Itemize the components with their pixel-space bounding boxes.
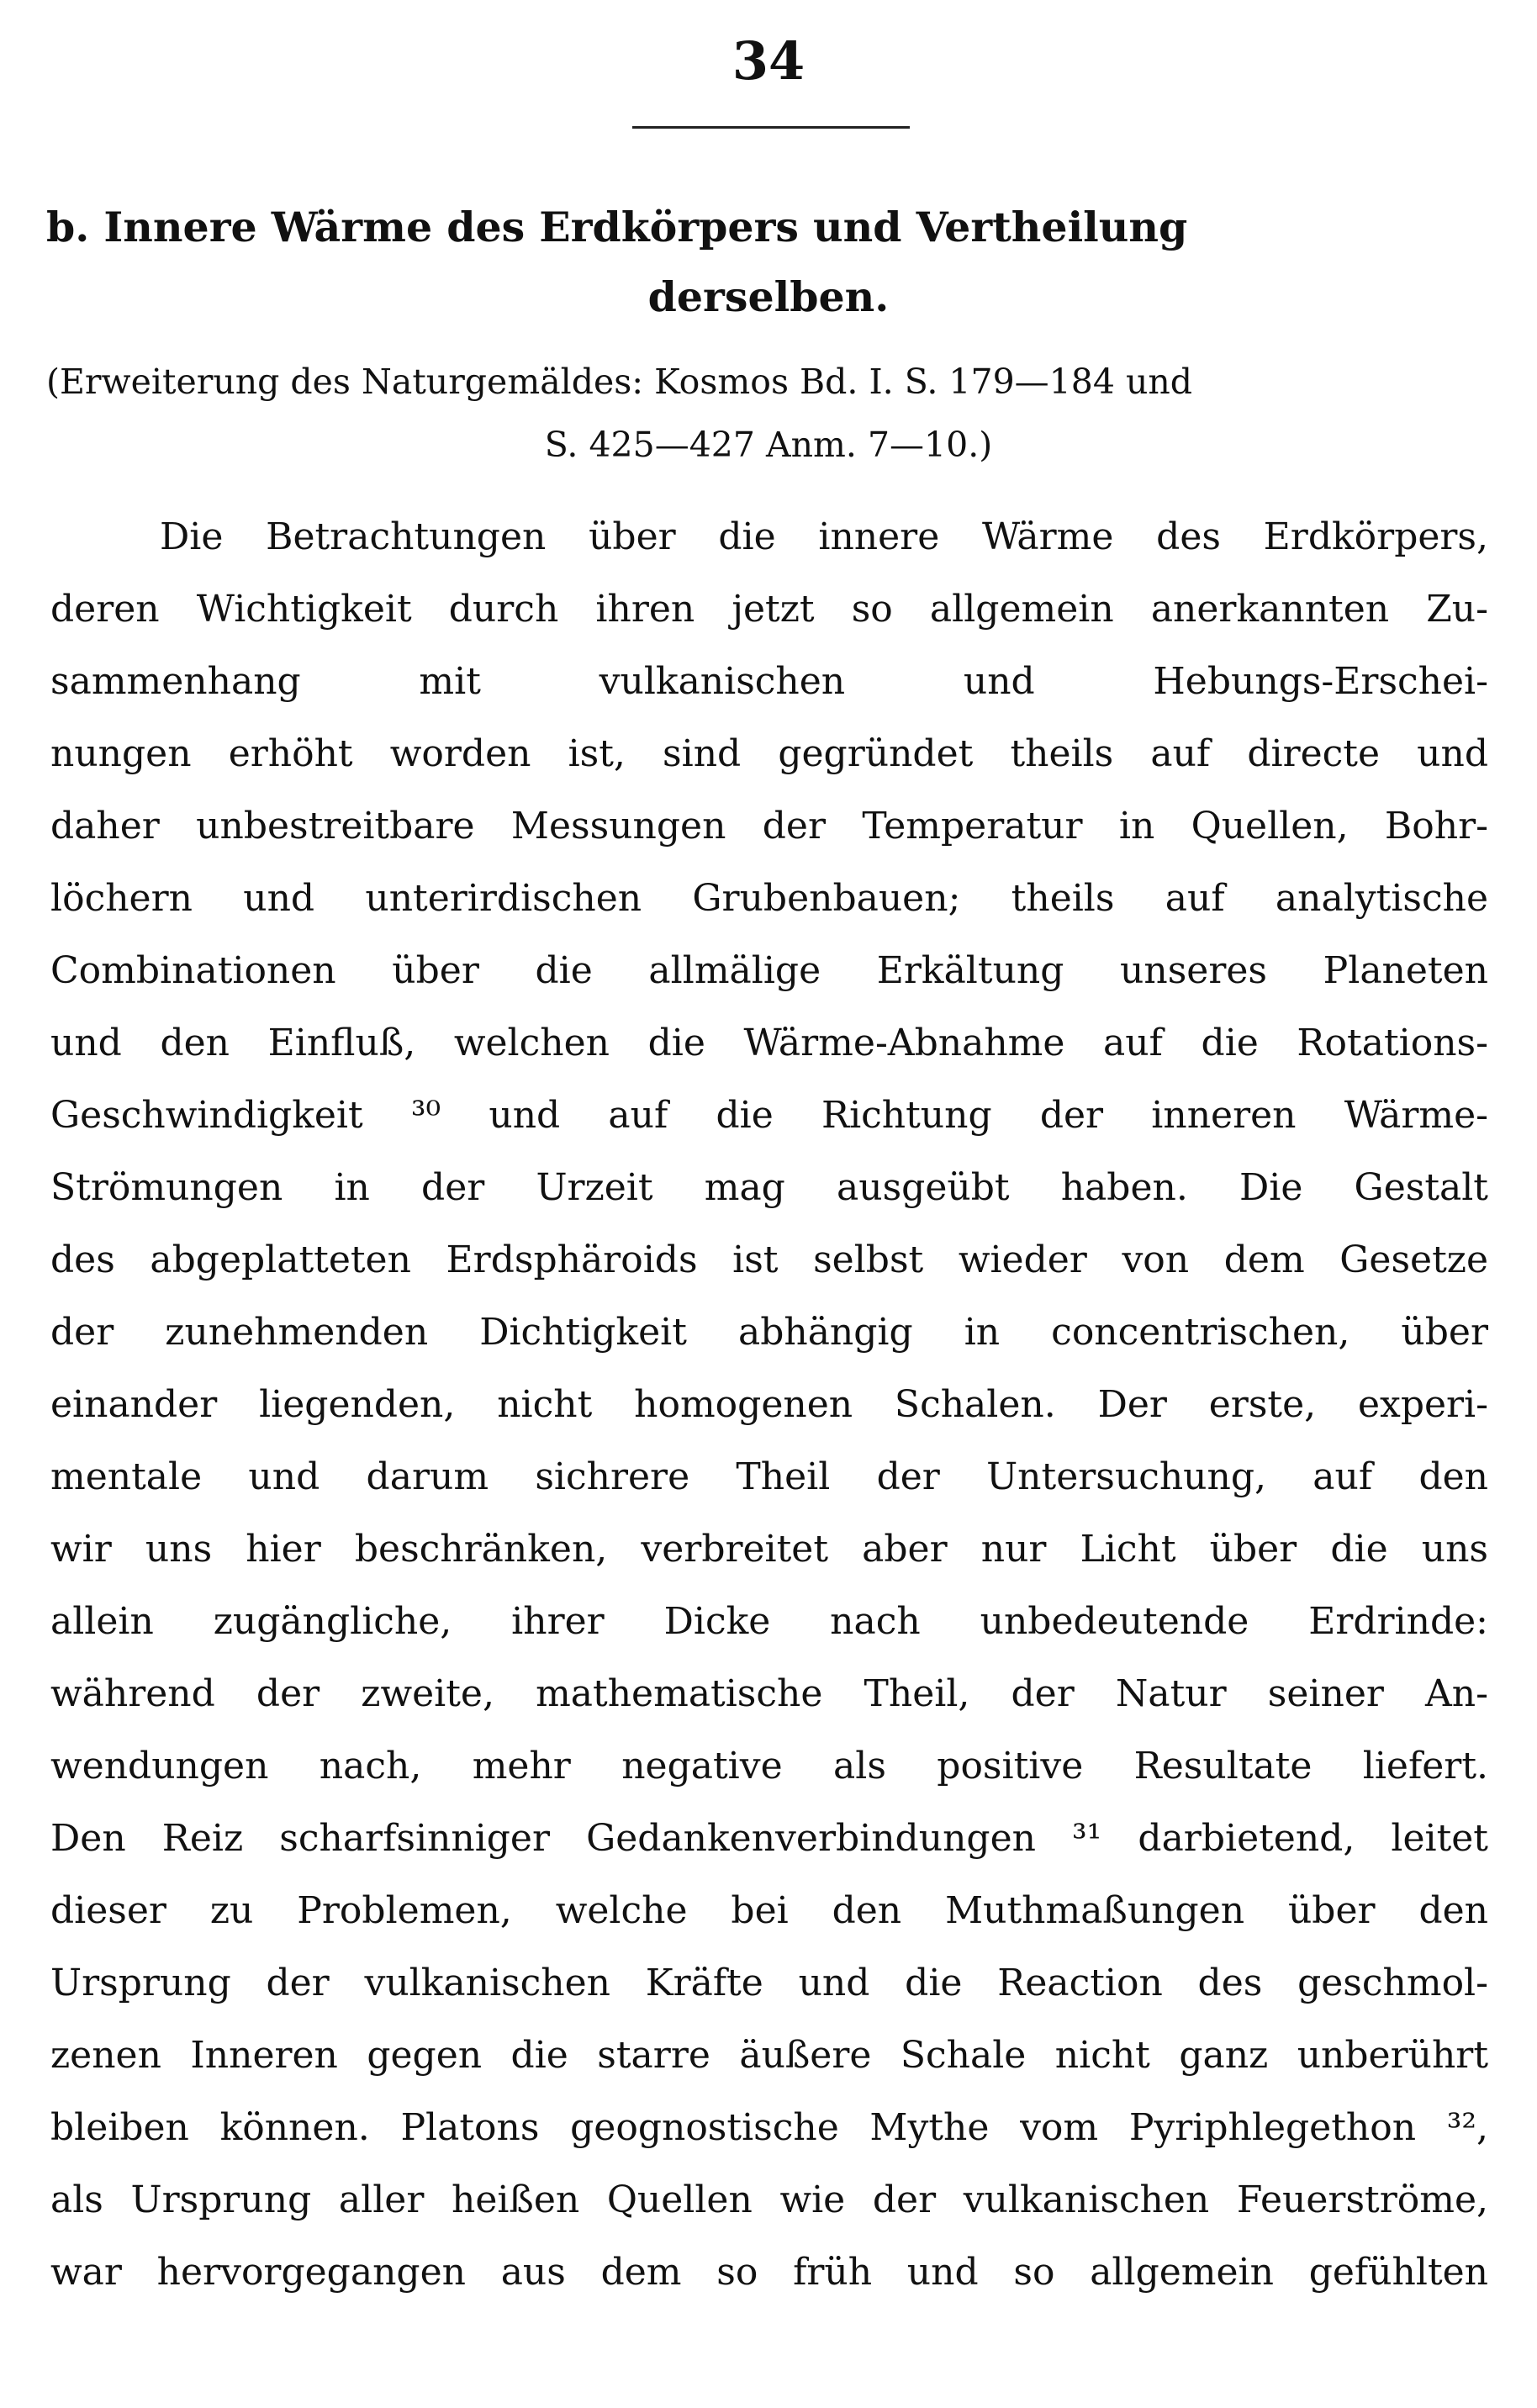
- body-line: wir uns hier beschränken, verbreitet aber nur Licht über die uns: [50, 1528, 1488, 1571]
- body-line: dieser zu Problemen, welche bei den Muthmaßungen über den: [50, 1889, 1488, 1932]
- body-line: einander liegenden, nicht homogenen Schalen. Der erste, experi-: [50, 1383, 1488, 1426]
- body-line: Combinationen über die allmälige Erkältung unseres Planeten: [50, 949, 1488, 992]
- body-line: Geschwindigkeit ³⁰ und auf die Richtung der inneren Wärme-: [50, 1094, 1488, 1137]
- page-number: 34: [732, 30, 805, 92]
- body-line: bleiben können. Platons geognostische Mythe vom Pyriphlegethon ³²,: [50, 2106, 1488, 2149]
- body-line: und den Einfluß, welchen die Wärme-Abnahme auf die Rotations-: [50, 1022, 1488, 1064]
- body-line: daher unbestreitbare Messungen der Temperatur in Quellen, Bohr-: [50, 805, 1488, 848]
- body-line: während der zweite, mathematische Theil, der Natur seiner An-: [50, 1672, 1488, 1715]
- body-line: Strömungen in der Urzeit mag ausgeübt haben. Die Gestalt: [50, 1166, 1488, 1209]
- section-heading-line-2: derselben.: [647, 272, 890, 321]
- body-line: als Ursprung aller heißen Quellen wie der vulkanischen Feuerströme,: [50, 2178, 1488, 2221]
- body-line: des abgeplatteten Erdsphäroids ist selbst wieder von dem Gesetze: [50, 1238, 1488, 1281]
- body-line: deren Wichtigkeit durch ihren jetzt so allgemein anerkannten Zu-: [50, 588, 1488, 631]
- body-line: nungen erhöht worden ist, sind gegründet theils auf directe und: [50, 732, 1488, 775]
- body-line: Die Betrachtungen über die innere Wärme des Erdkörpers,: [160, 515, 1488, 558]
- body-line: der zunehmenden Dichtigkeit abhängig in concentrischen, über: [50, 1311, 1488, 1354]
- body-line: mentale und darum sichrere Theil der Untersuchung, auf den: [50, 1455, 1488, 1498]
- header-rule: [632, 126, 910, 129]
- body-line: wendungen nach, mehr negative als positive Resultate liefert.: [50, 1745, 1488, 1788]
- body-line: Ursprung der vulkanischen Kräfte und die Reaction des geschmol-: [50, 1962, 1488, 2004]
- body-line: allein zugängliche, ihrer Dicke nach unbedeutende Erdrinde:: [50, 1600, 1488, 1643]
- section-heading-line-1: b. Innere Wärme des Erdkörpers und Vertheilung: [46, 203, 1188, 251]
- body-line: löchern und unterirdischen Grubenbauen; theils auf analytische: [50, 877, 1488, 920]
- body-line: war hervorgegangen aus dem so früh und so allgemein gefühlten: [50, 2251, 1488, 2294]
- body-line: zenen Inneren gegen die starre äußere Schale nicht ganz unberührt: [50, 2034, 1488, 2077]
- reference-line-2: S. 425—427 Anm. 7—10.): [544, 425, 993, 465]
- body-line: Den Reiz scharfsinniger Gedankenverbindungen ³¹ darbietend, leitet: [50, 1817, 1488, 1860]
- body-line: sammenhang mit vulkanischen und Hebungs-Erschei-: [50, 660, 1488, 703]
- reference-line-1: (Erweiterung des Naturgemäldes: Kosmos Bd. I. S. 179—184 und: [46, 362, 1193, 402]
- body-paragraph: [50, 501, 1488, 2309]
